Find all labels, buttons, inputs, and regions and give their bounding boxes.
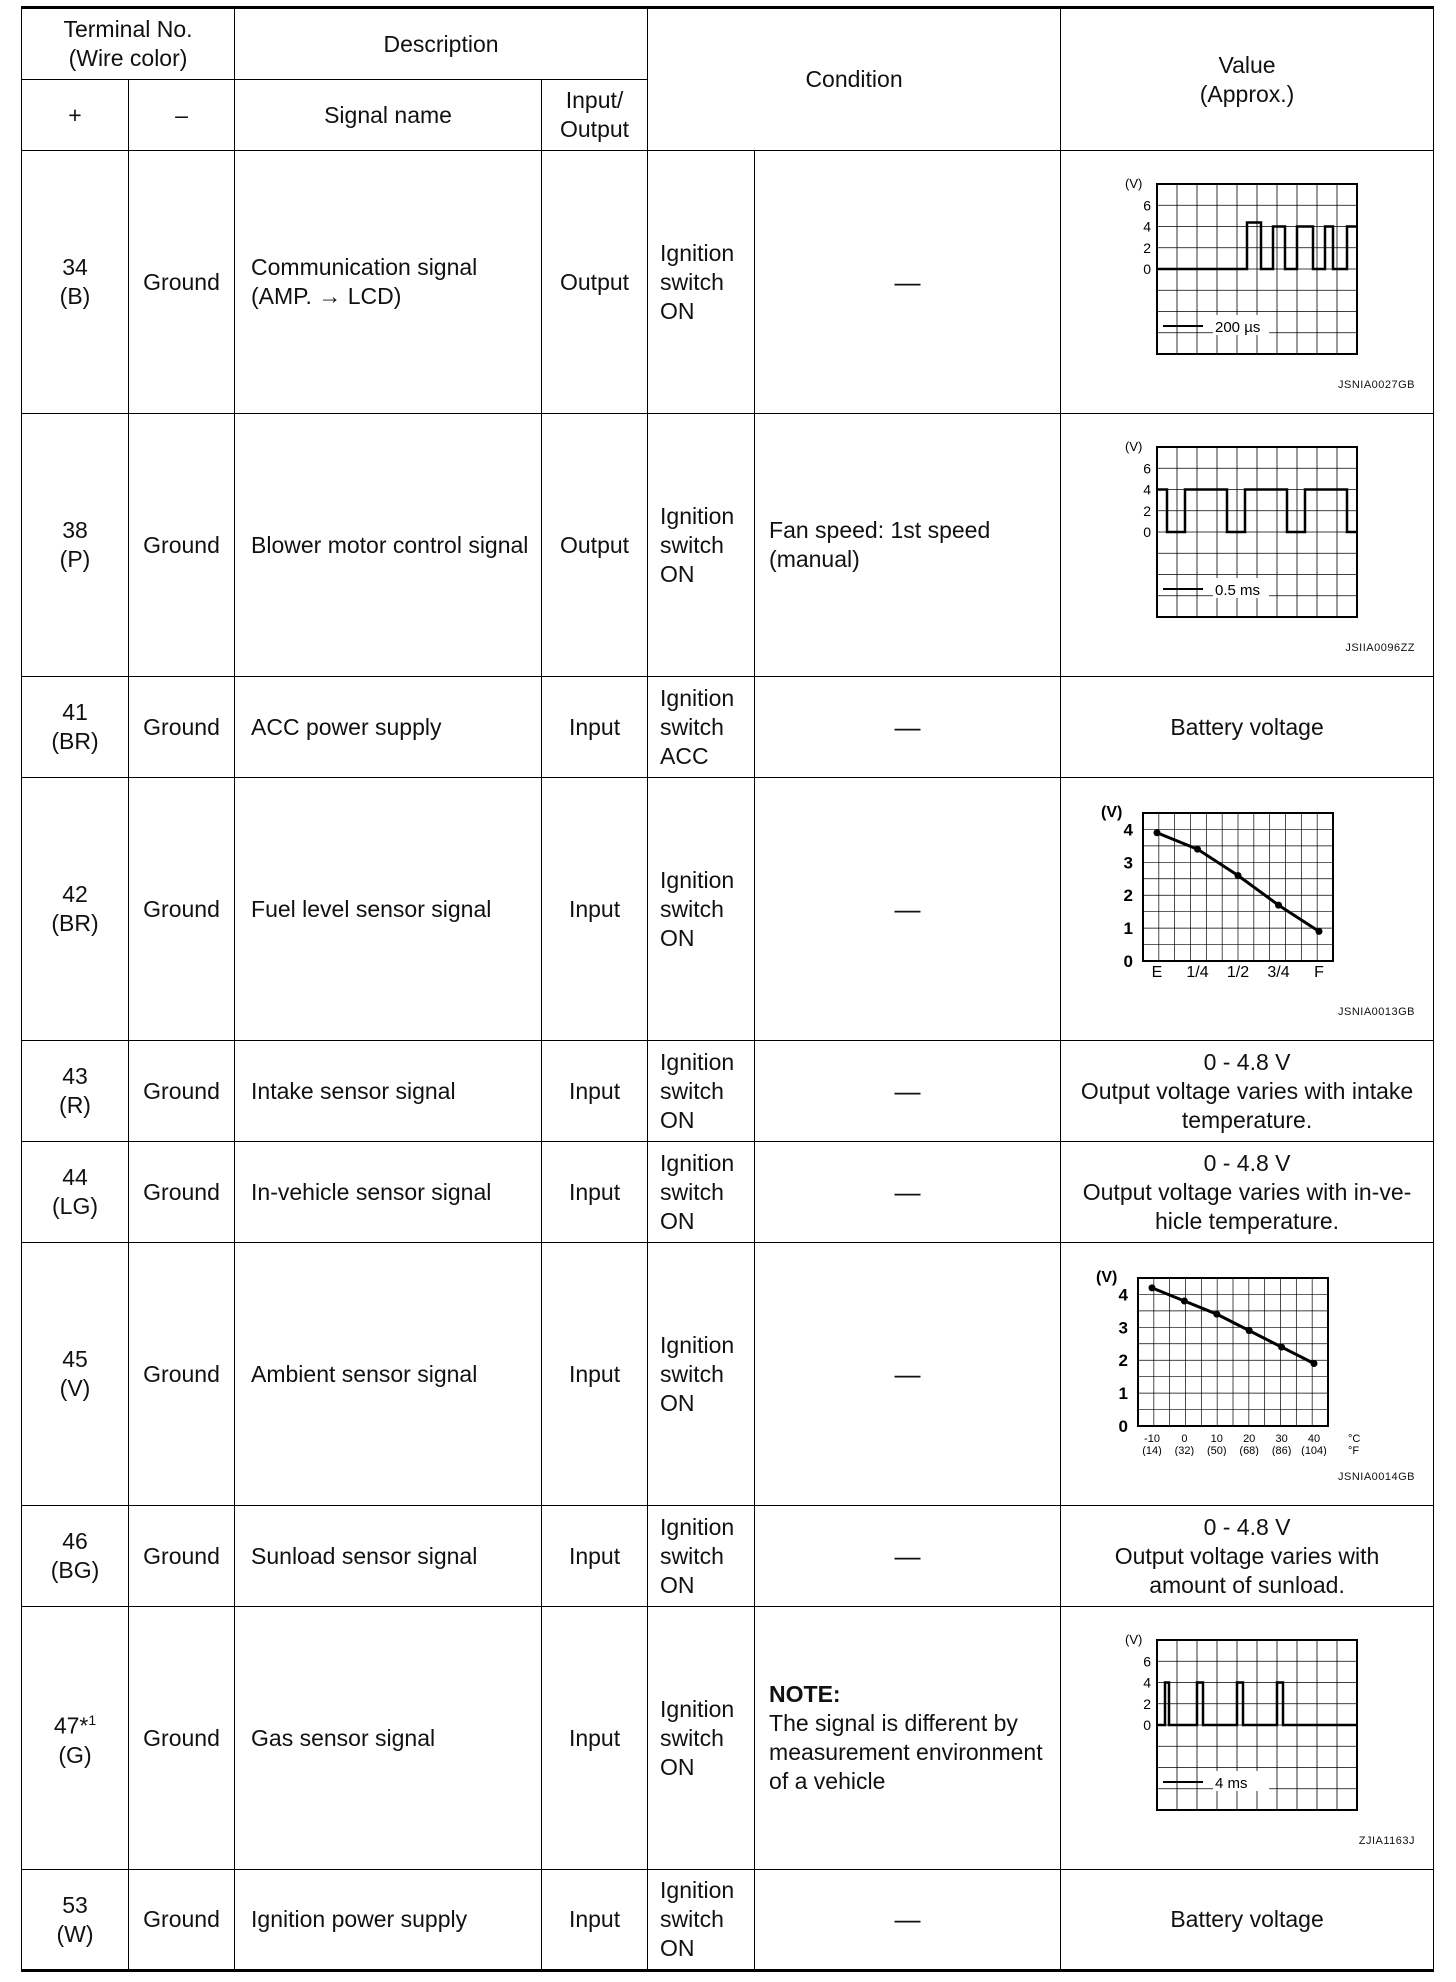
- minus-cell: Ground: [129, 1243, 235, 1506]
- data-point: [1213, 1311, 1220, 1318]
- y-tick-label: 6: [1143, 460, 1152, 477]
- ign-line1: Ignition: [660, 866, 735, 893]
- table-row: [22, 1142, 1434, 1243]
- table-row: [22, 151, 1434, 414]
- ignition-cell: [648, 151, 755, 414]
- minus-cell: Ground: [129, 1607, 235, 1870]
- wire-color: (BR): [51, 728, 99, 754]
- wire-color: (V): [59, 1375, 91, 1401]
- value-cell: [1061, 778, 1434, 1041]
- ign-line3: ON: [660, 924, 695, 951]
- value-cell: Battery voltage: [1061, 1870, 1434, 1971]
- ign-line3: ON: [660, 560, 695, 587]
- signal-cell: Fuel level sensor signal: [235, 778, 542, 1041]
- waveform-chart: [1117, 1620, 1377, 1820]
- io-cell: Input: [542, 1506, 648, 1607]
- signal-cell: ACC power supply: [235, 677, 542, 778]
- ign-line3: ON: [660, 297, 695, 324]
- ign-line2: switch: [660, 895, 724, 922]
- terminal-no: 34: [62, 254, 88, 280]
- condition-line1: Fan speed: 1st speed: [769, 517, 991, 543]
- condition-cell: —: [755, 1142, 1061, 1243]
- ign-line2: switch: [660, 1906, 724, 1932]
- signal-cell: Intake sensor signal: [235, 1041, 542, 1142]
- terminal-no: 53: [62, 1891, 88, 1918]
- wire-color: (BG): [50, 1557, 100, 1583]
- ign-line2: switch: [660, 1542, 724, 1569]
- header-signal-name: Signal name: [235, 80, 542, 151]
- ign-line1: Ignition: [660, 1331, 735, 1358]
- wire-color: (LG): [52, 1193, 98, 1219]
- x-tick-label-f: (104): [1301, 1445, 1327, 1456]
- terminal-no: 41: [62, 699, 88, 725]
- value-cell: [1061, 151, 1434, 414]
- period-label: 200 µs: [1215, 319, 1261, 336]
- period-label: 4 ms: [1215, 1775, 1248, 1792]
- wire-color: (W): [56, 1920, 94, 1947]
- terminal-footnote: 1: [88, 1712, 97, 1729]
- ign-line3: ON: [660, 1753, 695, 1780]
- ign-line3: ON: [660, 1571, 695, 1598]
- v-unit-label: (V): [1096, 1269, 1118, 1286]
- data-point: [1149, 1284, 1156, 1291]
- terminal-no: 44: [62, 1164, 88, 1190]
- table-row: [22, 414, 1434, 677]
- x-tick-label-f: (68): [1239, 1445, 1260, 1456]
- x-tick-label-f: (50): [1207, 1445, 1227, 1456]
- table-row: [22, 677, 1434, 778]
- terminal-cell: [22, 1607, 129, 1870]
- y-tick-label: 1: [1118, 1384, 1129, 1404]
- condition-cell: —: [755, 1243, 1061, 1506]
- waveform-chart: [1117, 427, 1377, 627]
- minus-cell: Ground: [129, 1870, 235, 1971]
- value-line2: Output voltage varies with intake: [1080, 1077, 1414, 1104]
- ign-line3: ON: [660, 1207, 695, 1234]
- terminal-cell: [22, 1243, 129, 1506]
- x-tick-label: E: [1151, 964, 1163, 981]
- period-label: 0.5 ms: [1215, 582, 1261, 599]
- ignition-cell: [648, 778, 755, 1041]
- value-cell: [1061, 1142, 1434, 1243]
- ign-line3: ACC: [660, 742, 709, 769]
- terminal-cell: [22, 1870, 129, 1971]
- data-point: [1278, 1344, 1285, 1351]
- header-terminal-label: Terminal No.: [63, 16, 193, 42]
- io-cell: Input: [542, 1870, 648, 1971]
- value-line2: Output voltage varies with in-ve-: [1082, 1178, 1412, 1205]
- ign-line1: Ignition: [660, 1149, 735, 1176]
- figure-code: ZJIA1163J: [1358, 1835, 1416, 1847]
- condition-cell: [755, 1607, 1061, 1870]
- value-cell: [1061, 1506, 1434, 1607]
- data-point: [1194, 846, 1201, 853]
- terminal-no: 42: [62, 881, 88, 907]
- io-cell: Input: [542, 1243, 648, 1506]
- y-tick-label: 4: [1143, 218, 1152, 235]
- ign-line1: Ignition: [660, 1877, 735, 1903]
- y-tick-label: 3: [1118, 1318, 1129, 1338]
- minus-cell: Ground: [129, 1506, 235, 1607]
- ign-line1: Ignition: [660, 1695, 735, 1722]
- io-cell: Output: [542, 151, 648, 414]
- x-tick-label: 40: [1307, 1433, 1321, 1445]
- y-tick-label: 3: [1123, 853, 1134, 873]
- value-cell: [1061, 1041, 1434, 1142]
- table-row: [22, 1506, 1434, 1607]
- io-cell: Input: [542, 1041, 648, 1142]
- x-tick-label-f: (32): [1174, 1445, 1195, 1456]
- ignition-cell: [648, 414, 755, 677]
- wire-color: (R): [59, 1092, 91, 1118]
- wire-color: (P): [59, 546, 91, 572]
- x-tick-label: 0: [1181, 1433, 1188, 1445]
- ignition-cell: [648, 677, 755, 778]
- header-io-line1: Input/: [565, 87, 624, 113]
- signal-cell: Blower motor control signal: [235, 414, 542, 677]
- io-cell: Input: [542, 1142, 648, 1243]
- minus-cell: Ground: [129, 1041, 235, 1142]
- value-line3: amount of sunload.: [1149, 1571, 1345, 1598]
- x-tick-label: F: [1314, 964, 1324, 981]
- terminal-no: 38: [62, 517, 88, 543]
- figure-code: JSNIA0027GB: [1337, 379, 1416, 391]
- signal-cell: Sunload sensor signal: [235, 1506, 542, 1607]
- ign-line1: Ignition: [660, 502, 735, 529]
- y-tick-label: 2: [1123, 886, 1134, 906]
- ign-line1: Ignition: [660, 239, 735, 266]
- signal-cell: [235, 151, 542, 414]
- header-row-1: [22, 8, 1434, 80]
- header-io-line2: Output: [560, 116, 630, 142]
- header-plus: +: [22, 80, 129, 151]
- value-line2: Output voltage varies with: [1114, 1542, 1380, 1569]
- minus-cell: Ground: [129, 778, 235, 1041]
- ign-line1: Ignition: [660, 1513, 735, 1540]
- terminal-no: 47*: [53, 1712, 89, 1739]
- ign-line3: ON: [660, 1935, 695, 1961]
- x-tick-label: 3/4: [1267, 964, 1290, 981]
- x-unit-f: °F: [1348, 1445, 1360, 1456]
- terminal-cell: [22, 1506, 129, 1607]
- value-line1: 0 - 4.8 V: [1203, 1048, 1291, 1075]
- x-tick-label: 30: [1275, 1433, 1288, 1445]
- terminal-no: 45: [62, 1346, 88, 1372]
- terminal-cell: [22, 1041, 129, 1142]
- figure-code: JSNIA0013GB: [1337, 1006, 1416, 1018]
- x-unit-c: °C: [1348, 1433, 1361, 1445]
- note-line3: of a vehicle: [769, 1768, 886, 1794]
- data-point: [1235, 872, 1242, 879]
- ignition-cell: [648, 1243, 755, 1506]
- y-tick-label: 4: [1123, 820, 1134, 840]
- value-cell: Battery voltage: [1061, 677, 1434, 778]
- y-tick-label: 2: [1143, 1695, 1152, 1712]
- terminal-cell: [22, 414, 129, 677]
- header-minus: –: [129, 80, 235, 151]
- minus-cell: Ground: [129, 677, 235, 778]
- ign-line2: switch: [660, 1077, 724, 1104]
- header-wire-color-label: (Wire color): [68, 45, 188, 71]
- ign-line2: switch: [660, 268, 724, 295]
- value-cell: [1061, 414, 1434, 677]
- table-row: [22, 1243, 1434, 1506]
- condition-cell: —: [755, 1870, 1061, 1971]
- ignition-cell: [648, 1506, 755, 1607]
- data-point: [1316, 928, 1323, 935]
- y-tick-label: 6: [1143, 1653, 1152, 1670]
- x-tick-label: 1/2: [1226, 964, 1250, 981]
- header-io: [542, 80, 648, 151]
- signal-cell: Ignition power supply: [235, 1870, 542, 1971]
- signal-cell: In-vehicle sensor signal: [235, 1142, 542, 1243]
- wire-color: (BR): [51, 910, 99, 936]
- ign-line2: switch: [660, 713, 724, 740]
- figure-code: JSNIA0014GB: [1337, 1471, 1416, 1483]
- data-point: [1275, 902, 1282, 909]
- ign-line1: Ignition: [660, 684, 735, 711]
- signal-name-2: (AMP. → LCD): [251, 283, 402, 309]
- data-point: [1181, 1298, 1188, 1305]
- wire-color: (B): [59, 283, 91, 309]
- table-row: [22, 1041, 1434, 1142]
- y-tick-label: 4: [1143, 1674, 1152, 1691]
- figure-code: JSIIA0096ZZ: [1345, 642, 1416, 654]
- y-tick-label: 4: [1143, 481, 1152, 498]
- wire-color: (G): [58, 1741, 92, 1768]
- fuel-level-graph: [1097, 791, 1397, 991]
- y-tick-label: 0: [1118, 1417, 1129, 1436]
- io-cell: Input: [542, 1607, 648, 1870]
- signal-cell: Ambient sensor signal: [235, 1243, 542, 1506]
- y-tick-label: 1: [1123, 919, 1134, 939]
- note-line2: measurement environment: [769, 1739, 1043, 1765]
- ignition-cell: [648, 1870, 755, 1971]
- ignition-cell: [648, 1607, 755, 1870]
- signal-cell: Gas sensor signal: [235, 1607, 542, 1870]
- condition-cell: —: [755, 677, 1061, 778]
- ign-line2: switch: [660, 531, 724, 558]
- minus-cell: Ground: [129, 1142, 235, 1243]
- x-tick-label: 10: [1210, 1433, 1223, 1445]
- y-tick-label: 6: [1143, 197, 1152, 214]
- v-unit-label: (V): [1101, 804, 1123, 821]
- header-condition: Condition: [648, 8, 1061, 151]
- value-line3: temperature.: [1181, 1106, 1313, 1133]
- minus-cell: Ground: [129, 151, 235, 414]
- terminal-cell: [22, 778, 129, 1041]
- ign-line3: ON: [660, 1106, 695, 1133]
- y-tick-label: 0: [1123, 952, 1134, 971]
- y-tick-label: 0: [1143, 1717, 1152, 1733]
- table-row: [22, 1870, 1434, 1971]
- x-tick-label-f: (14): [1142, 1445, 1162, 1456]
- value-cell: [1061, 1607, 1434, 1870]
- condition-cell: —: [755, 1041, 1061, 1142]
- data-point: [1311, 1360, 1318, 1367]
- condition-cell: [755, 414, 1061, 677]
- y-tick-label: 2: [1143, 502, 1152, 519]
- y-tick-label: 0: [1143, 524, 1152, 540]
- terminal-table: [21, 6, 1434, 1972]
- ign-line2: switch: [660, 1178, 724, 1205]
- y-tick-label: 0: [1143, 261, 1152, 277]
- value-line1: 0 - 4.8 V: [1203, 1149, 1291, 1176]
- data-point: [1246, 1327, 1253, 1334]
- terminal-table-sheet: [21, 6, 1433, 1972]
- ign-line3: ON: [660, 1389, 695, 1416]
- note-title: NOTE:: [769, 1681, 841, 1707]
- table-row: [22, 778, 1434, 1041]
- ignition-cell: [648, 1041, 755, 1142]
- terminal-no-wrap: [28, 1706, 122, 1741]
- io-cell: Input: [542, 778, 648, 1041]
- data-point: [1154, 829, 1161, 836]
- note-line1: The signal is different by: [769, 1710, 1018, 1736]
- value-line1: 0 - 4.8 V: [1203, 1513, 1291, 1540]
- condition-cell: —: [755, 778, 1061, 1041]
- io-cell: Output: [542, 414, 648, 677]
- terminal-no: 46: [62, 1528, 88, 1554]
- condition-cell: —: [755, 151, 1061, 414]
- v-unit-label: (V): [1125, 176, 1143, 191]
- terminal-cell: [22, 1142, 129, 1243]
- ign-line2: switch: [660, 1724, 724, 1751]
- x-tick-label: 1/4: [1186, 964, 1209, 981]
- header-description: Description: [235, 8, 648, 80]
- value-line3: hicle temperature.: [1154, 1207, 1340, 1234]
- v-unit-label: (V): [1125, 439, 1143, 454]
- terminal-no: 43: [62, 1063, 88, 1089]
- header-value: [1061, 8, 1434, 151]
- terminal-cell: [22, 151, 129, 414]
- minus-cell: Ground: [129, 414, 235, 677]
- y-tick-label: 2: [1118, 1351, 1129, 1371]
- ambient-sensor-graph: [1092, 1256, 1402, 1456]
- table-row: [22, 1607, 1434, 1870]
- terminal-cell: [22, 677, 129, 778]
- header-terminal: [22, 8, 235, 80]
- condition-line2: (manual): [769, 546, 860, 572]
- x-tick-label: 20: [1243, 1433, 1256, 1445]
- header-value-label: Value: [1218, 51, 1276, 78]
- header-approx-label: (Approx.): [1199, 80, 1295, 107]
- x-tick-label-f: (86): [1271, 1445, 1292, 1456]
- signal-name: Communication signal: [251, 254, 478, 280]
- ign-line1: Ignition: [660, 1048, 735, 1075]
- y-tick-label: 2: [1143, 239, 1152, 256]
- x-tick-label: -10: [1144, 1433, 1160, 1445]
- condition-cell: —: [755, 1506, 1061, 1607]
- ign-line2: switch: [660, 1360, 724, 1387]
- waveform-chart: [1117, 164, 1377, 364]
- io-cell: Input: [542, 677, 648, 778]
- v-unit-label: (V): [1125, 1632, 1143, 1647]
- value-cell: [1061, 1243, 1434, 1506]
- y-tick-label: 4: [1118, 1285, 1129, 1305]
- ignition-cell: [648, 1142, 755, 1243]
